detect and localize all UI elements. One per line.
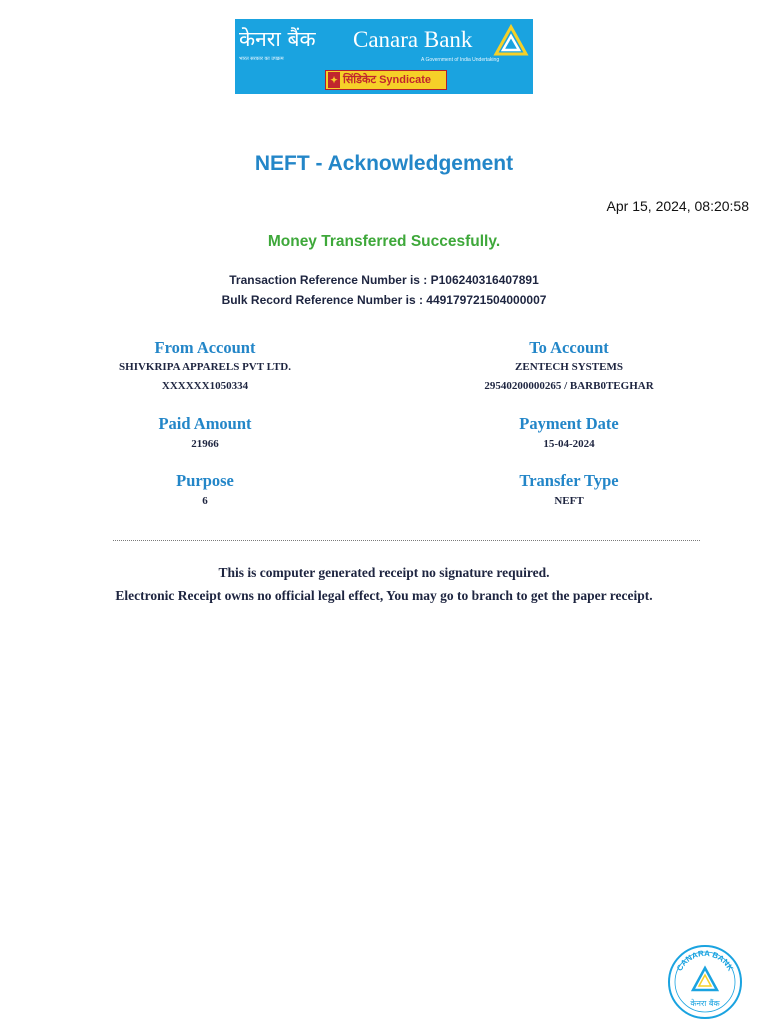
logo-hindi-name: केनरा बैंक [239,27,316,51]
seal-top-text: CANARA BANK [674,948,736,973]
logo-english-name: Canara Bank [353,27,473,52]
transaction-reference: Transaction Reference Number is : P106240316407891 [229,273,539,287]
dotted-divider [113,540,700,541]
transfer-type-value: NEFT [554,495,584,507]
bulk-record-reference: Bulk Record Reference Number is : 449179721504000007 [221,293,547,307]
paid-amount-value: 21966 [191,438,219,450]
syndicate-badge-label: सिंडिकेट Syndicate [343,74,432,86]
syndicate-badge [325,70,447,90]
bank-logo-banner [235,19,533,94]
purpose-label: Purpose [176,471,234,490]
canara-triangle-logo-icon [493,24,529,58]
success-message: Money Transferred Succesfully. [267,233,501,250]
paid-amount-label: Paid Amount [158,414,252,433]
receipt-note-legal: Electronic Receipt owns no official legal effect, You may go to branch to get the paper receipt. [115,588,653,603]
to-account-number: 29540200000265 / BARB0TEGHAR [484,380,654,392]
from-account-name: SHIVKRIPA APPARELS PVT LTD. [119,361,291,373]
payment-date-value: 15-04-2024 [543,438,595,450]
from-account-label: From Account [154,338,256,357]
to-account-name: ZENTECH SYSTEMS [515,361,623,373]
payment-date-label: Payment Date [519,414,619,433]
from-account-number: XXXXXX1050334 [161,380,249,392]
page-title: NEFT - Acknowledgement [254,152,514,175]
bank-seal-icon [667,944,743,1020]
receipt-timestamp: Apr 15, 2024, 08:20:58 [606,198,749,214]
logo-hindi-tagline: भारत सरकार का उपक्रम [239,56,284,62]
purpose-value: 6 [202,495,208,507]
logo-english-tagline: A Government of India Undertaking [421,57,500,63]
transfer-type-label: Transfer Type [519,471,619,490]
syndicate-emblem-icon: ✦ [328,72,340,88]
to-account-label: To Account [529,338,609,357]
seal-bottom-text: केनरा बैंक [690,999,720,1008]
receipt-note-signature: This is computer generated receipt no signature required. [218,565,550,580]
